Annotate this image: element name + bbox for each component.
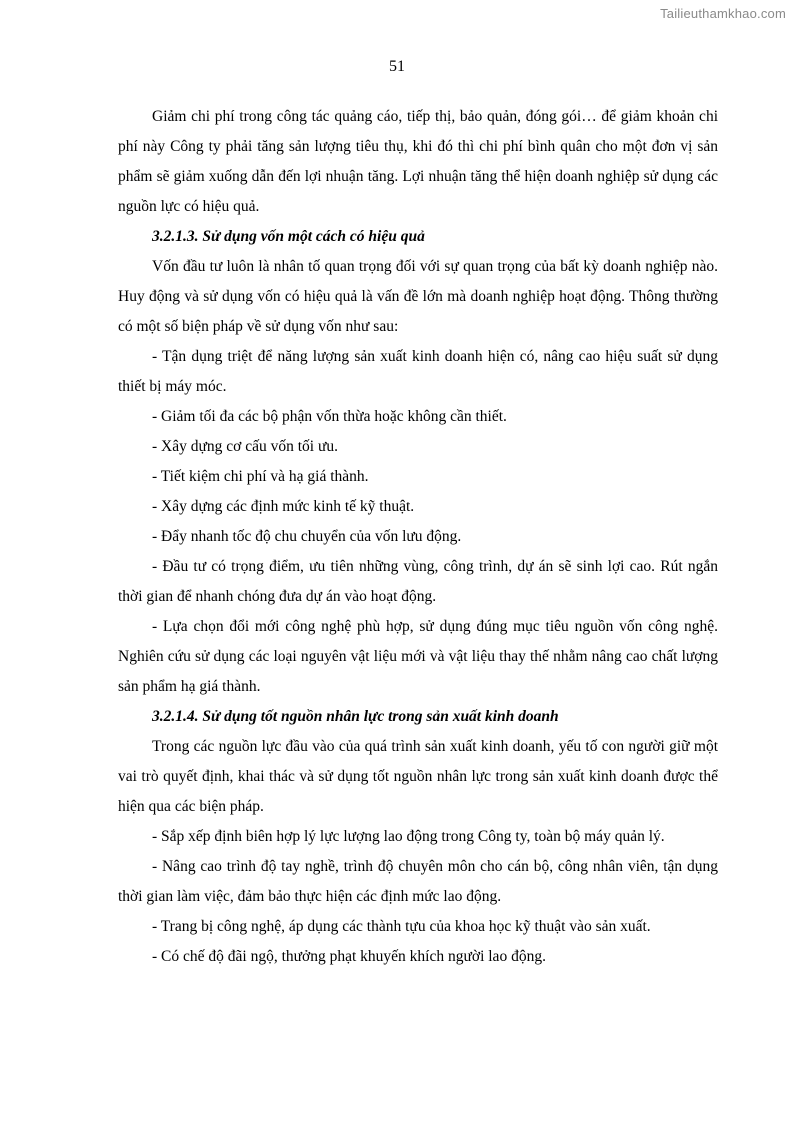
list-item: - Có chế độ đãi ngộ, thưởng phạt khuyến khích người lao động. (152, 948, 546, 965)
document-body (118, 102, 718, 972)
section-heading: 3.2.1.4. Sử dụng tốt nguồn nhân lực trong sản xuất kinh doanh (152, 708, 559, 725)
list-item: - Đầu tư có trọng điểm, ưu tiên những vùng, công trình, dự án sẽ sinh lợi cao. Rút ngắn thời gian để nhanh chóng đưa dự án vào hoạt động. (118, 558, 718, 605)
page-number: 51 (389, 58, 405, 75)
list-item: - Tận dụng triệt để năng lượng sản xuất kinh doanh hiện có, nâng cao hiệu suất sử dụng thiết bị máy móc. (118, 348, 718, 395)
list-item: - Xây dựng cơ cấu vốn tối ưu. (152, 438, 338, 455)
list-item: - Lựa chọn đổi mới công nghệ phù hợp, sử dụng đúng mục tiêu nguồn vốn công nghệ. Nghiên cứu sử dụng các loại nguyên vật liệu mới và vật liệu thay thế nhằm nâng cao chất lượng sản phẩm hạ giá thành. (118, 618, 718, 695)
paragraph: Vốn đầu tư luôn là nhân tố quan trọng đối với sự quan trọng của bất kỳ doanh nghiệp nào. Huy động và sử dụng vốn có hiệu quả là vấn đề lớn mà doanh nghiệp hoạt động. Thông thường có một số biện pháp về sử dụng vốn như sau: (118, 258, 718, 335)
paragraph: Trong các nguồn lực đầu vào của quá trình sản xuất kinh doanh, yếu tố con người giữ một vai trò quyết định, khai thác và sử dụng tốt nguồn nhân lực trong sản xuất kinh doanh được thể hiện qua các biện pháp. (118, 738, 718, 815)
site-watermark: Tailieuthamkhao.com (660, 6, 786, 21)
paragraph: Giảm chi phí trong công tác quảng cáo, tiếp thị, bảo quản, đóng gói… để giảm khoản chi phí này Công ty phải tăng sản lượng tiêu thụ, khi đó thì chi phí bình quân cho một đơn vị sản phẩm sẽ giảm xuống dẫn đến lợi nhuận tăng. Lợi nhuận tăng thể hiện doanh nghiệp sử dụng các nguồn lực có hiệu quả. (118, 108, 718, 215)
list-item: - Sắp xếp định biên hợp lý lực lượng lao động trong Công ty, toàn bộ máy quản lý. (152, 828, 665, 845)
list-item: - Xây dựng các định mức kinh tế kỹ thuật. (152, 498, 415, 515)
section-heading: 3.2.1.3. Sử dụng vốn một cách có hiệu quả (152, 228, 425, 245)
list-item: - Giảm tối đa các bộ phận vốn thừa hoặc không cần thiết. (152, 408, 507, 425)
list-item: - Trang bị công nghệ, áp dụng các thành tựu của khoa học kỹ thuật vào sản xuất. (152, 918, 651, 935)
list-item: - Đẩy nhanh tốc độ chu chuyển của vốn lưu động. (152, 528, 462, 545)
list-item: - Tiết kiệm chi phí và hạ giá thành. (152, 468, 369, 485)
list-item: - Nâng cao trình độ tay nghề, trình độ chuyên môn cho cán bộ, công nhân viên, tận dụng thời gian làm việc, đảm bảo thực hiện các định mức lao động. (118, 858, 718, 905)
